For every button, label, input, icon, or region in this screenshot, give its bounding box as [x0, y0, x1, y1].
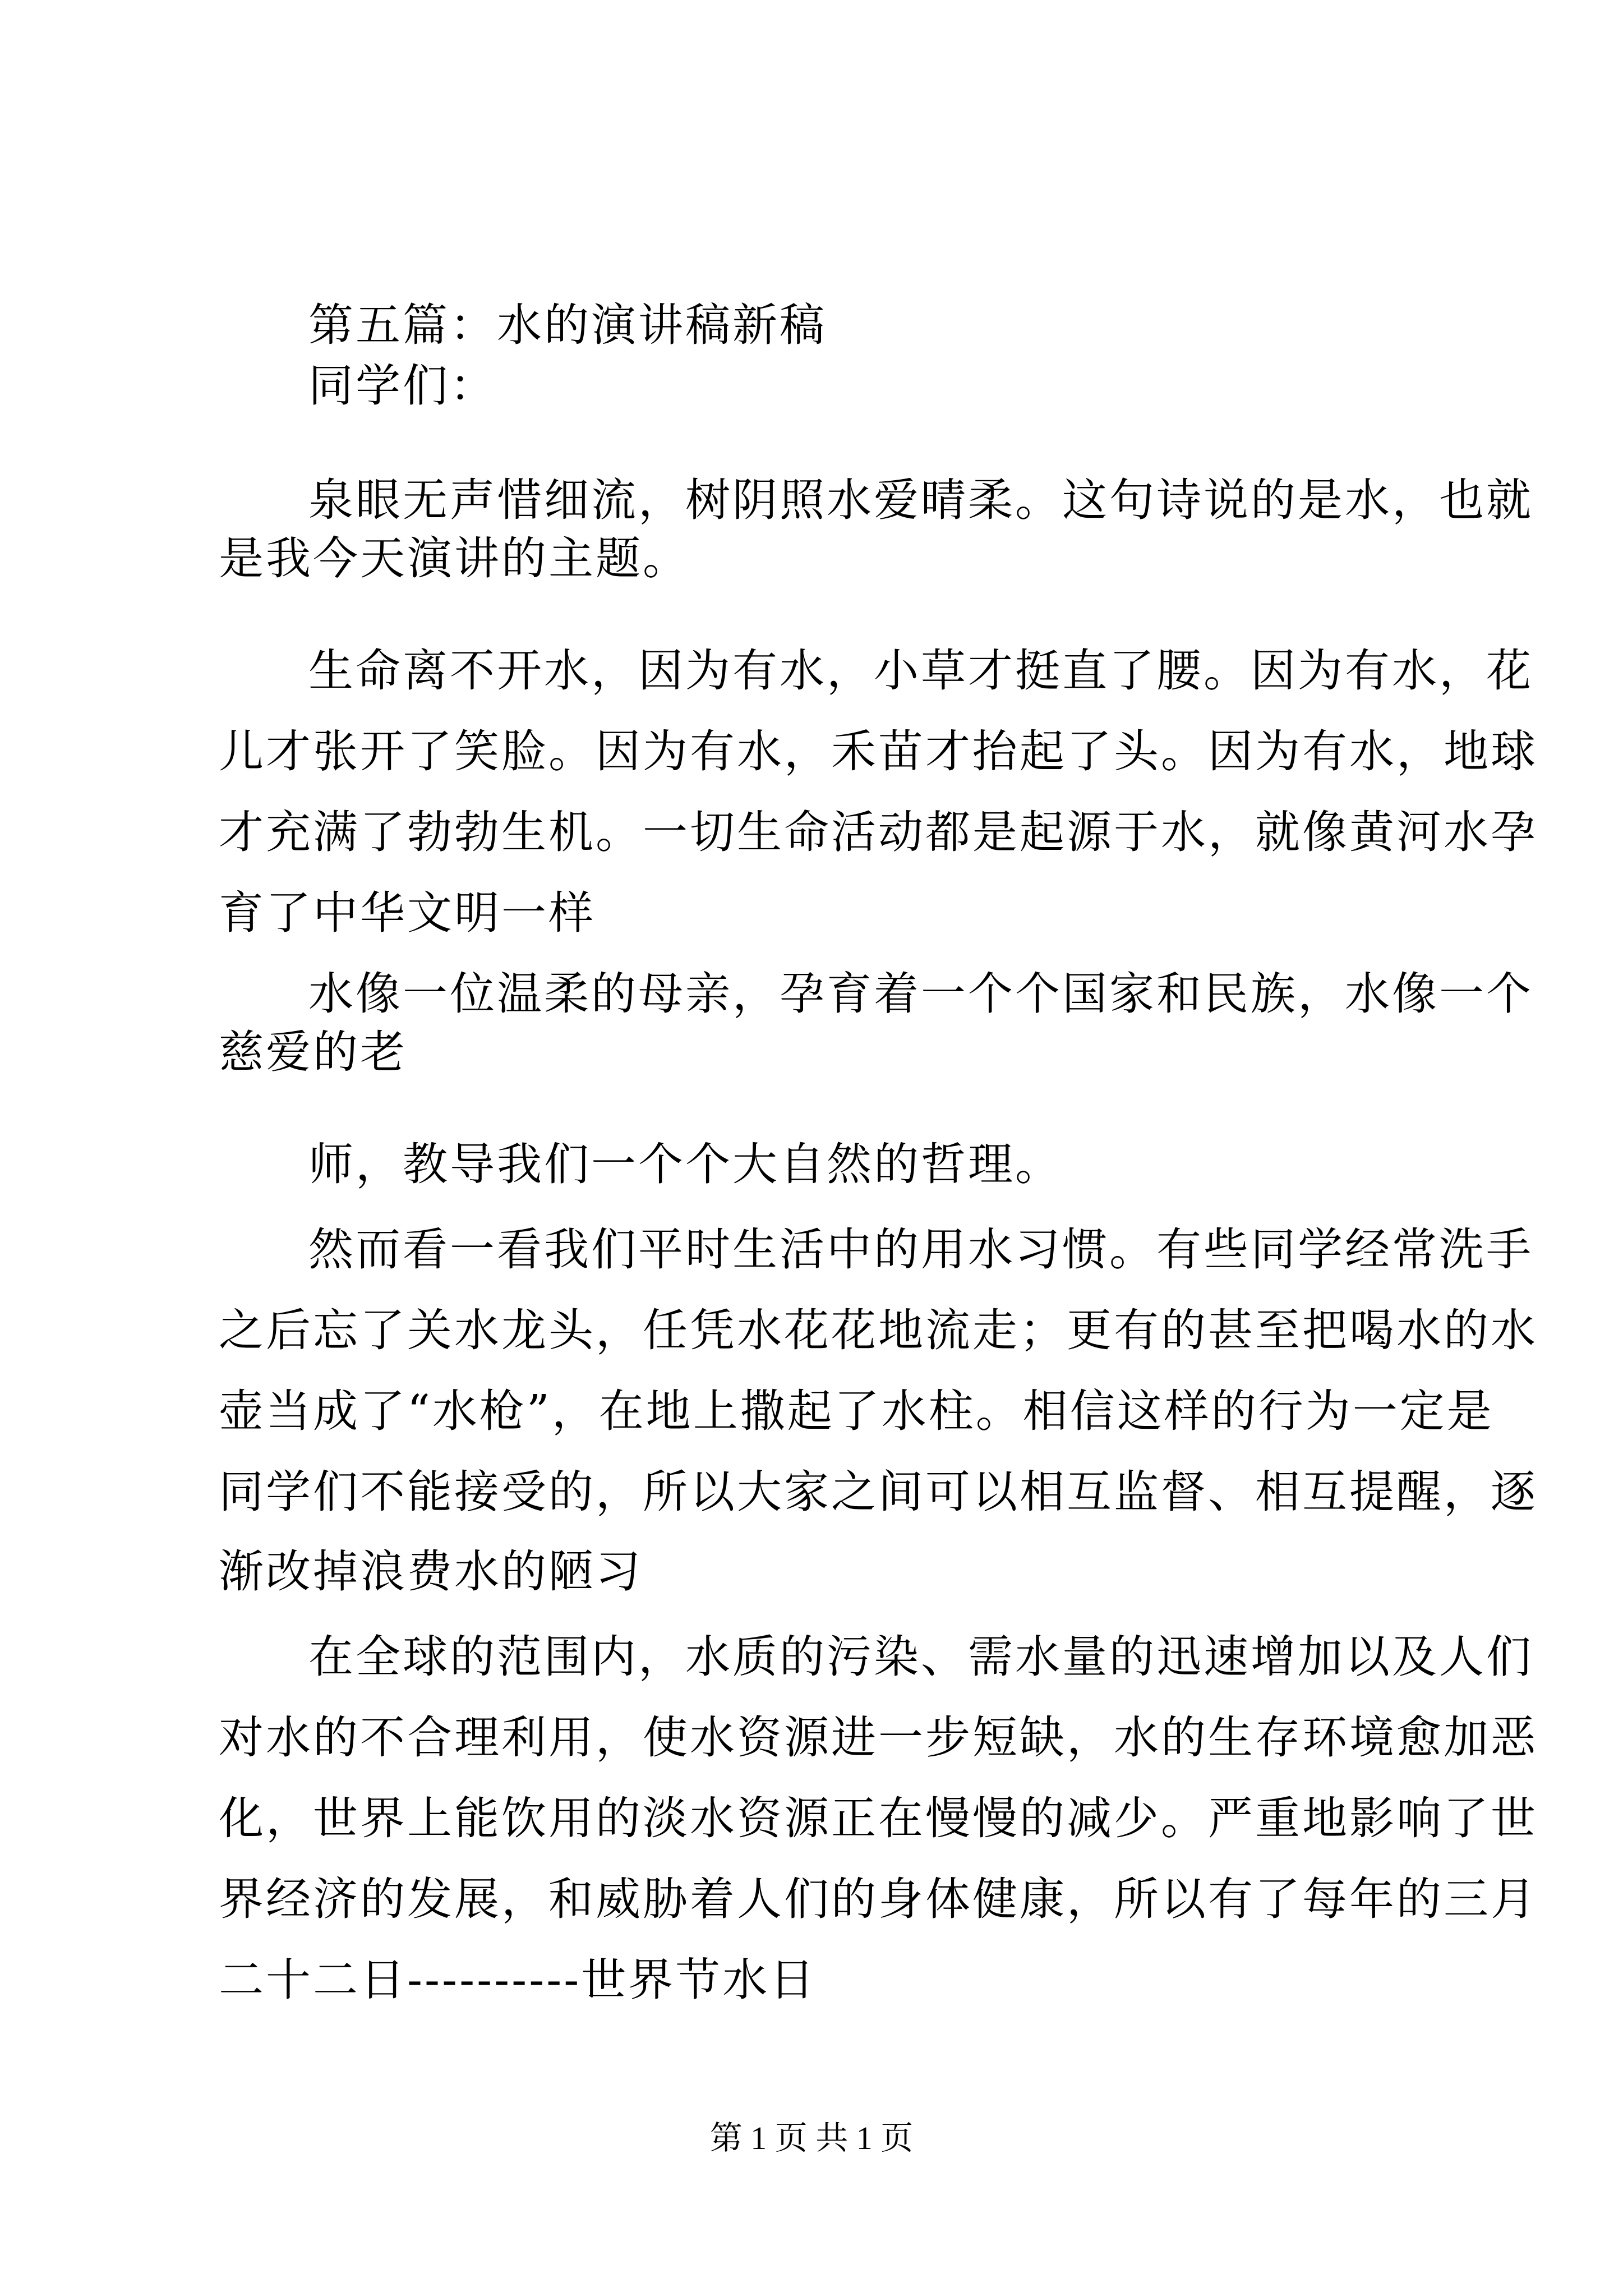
- text-line: 才充满了勃勃生机。一切生命活动都是起源于水，就像黄河水孕: [219, 806, 1538, 858]
- text-line: 慈爱的老: [219, 1026, 407, 1078]
- text-line: 化，世界上能饮用的淡水资源正在慢慢的减少。严重地影响了世: [219, 1792, 1538, 1844]
- text-line: 界经济的发展，和威胁着人们的身体健康，所以有了每年的三月: [219, 1873, 1538, 1925]
- text-line: 水像一位温柔的母亲，孕育着一个个国家和民族，水像一个: [308, 968, 1533, 1020]
- text-line: 同学们不能接受的，所以大家之间可以相互监督、相互提醒，逐: [219, 1466, 1538, 1518]
- text-line: 泉眼无声惜细流，树阴照水爱晴柔。这句诗说的是水，也就: [308, 474, 1533, 526]
- text-line: 师，教导我们一个个大自然的哲理。: [308, 1138, 1062, 1190]
- text-line: 之后忘了关水龙头，任凭水花花地流走；更有的甚至把喝水的水: [219, 1304, 1538, 1356]
- document-title: 第五篇：水的演讲稿新稿: [308, 299, 827, 351]
- text-line: 渐改掉浪费水的陋习: [219, 1545, 643, 1598]
- greeting: 同学们：: [308, 360, 497, 412]
- text-line: 对水的不合理利用，使水资源进一步短缺，水的生存环境愈加恶: [219, 1711, 1538, 1764]
- text-line: 生命离不开水，因为有水，小草才挺直了腰。因为有水，花: [308, 645, 1533, 697]
- text-line: 育了中华文明一样: [219, 887, 596, 939]
- text-line: 然而看一看我们平时生活中的用水习惯。有些同学经常洗手: [308, 1223, 1533, 1276]
- text-line: 二十二日----------世界节水日: [219, 1954, 817, 2006]
- text-line: 在全球的范围内，水质的污染、需水量的迅速增加以及人们: [308, 1631, 1533, 1683]
- text-line: 儿才张开了笑脸。因为有水，禾苗才抬起了头。因为有水，地球: [219, 725, 1538, 777]
- page-footer: 第 1 页 共 1 页: [709, 2120, 914, 2156]
- text-line: 壶当成了“水枪”，在地上撒起了水柱。相信这样的行为一定是: [219, 1385, 1494, 1437]
- text-line: 是我今天演讲的主题。: [219, 532, 690, 585]
